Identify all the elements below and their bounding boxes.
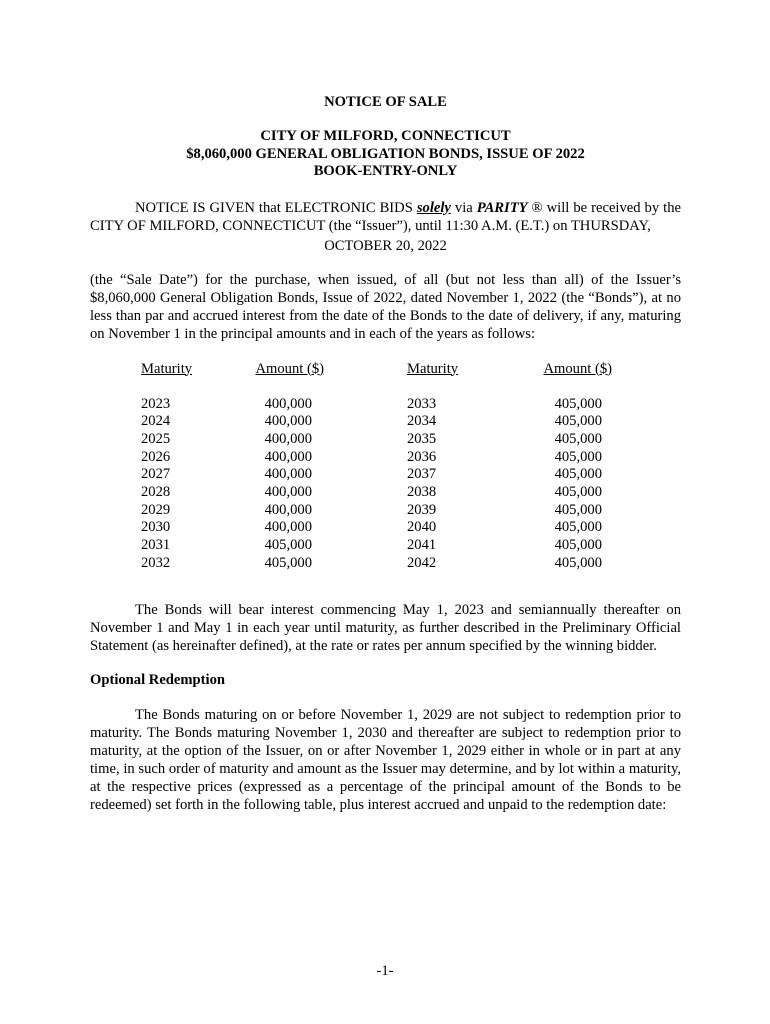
maturity-amount-cell: 400,000 xyxy=(264,501,312,518)
maturity-amount-cell: 400,000 xyxy=(264,395,312,412)
maturity-amount-cell: 400,000 xyxy=(264,430,312,447)
document-title: NOTICE OF SALE xyxy=(324,94,447,110)
maturity-amount-cell: 400,000 xyxy=(264,484,312,501)
maturity-amount-cell: 400,000 xyxy=(264,466,312,483)
maturity-amount-cell: 400,000 xyxy=(264,413,312,430)
maturity-column-left xyxy=(141,360,196,573)
maturity-amount-cell: 405,000 xyxy=(554,430,602,447)
maturity-year-cell: 2036 xyxy=(407,448,437,465)
maturity-year-cell: 2034 xyxy=(407,413,437,430)
maturity-year-cell: 2039 xyxy=(407,501,437,518)
maturity-header-right: Maturity xyxy=(407,360,459,377)
maturity-year-cell: 2023 xyxy=(141,395,171,412)
purpose-paragraph: (the “Sale Date”) for the purchase, when issued, of all (but not less than all) of the Issuer’s $8,060,000 General Obligation Bonds, Issue of 2022, dated November 1, 2022 (the “Bonds”), at no less than par and accrued interest from the date of the Bonds to the date of delivery, if any, maturing on November 1 in the principal amounts and in each of the years as follows: xyxy=(90,271,681,342)
maturity-year-cell: 2030 xyxy=(141,519,171,536)
intro-part-2: via xyxy=(450,199,477,216)
maturity-year-cell: 2041 xyxy=(407,537,437,554)
maturity-year-cell: 2032 xyxy=(141,554,171,571)
intro-solely: solely xyxy=(416,199,451,216)
maturity-year-cell: 2025 xyxy=(141,430,171,447)
maturity-year-cell: 2038 xyxy=(407,484,437,501)
maturity-amount-cell: 405,000 xyxy=(554,554,602,571)
intro-part-1: NOTICE IS GIVEN that ELECTRONIC BIDS xyxy=(135,199,417,216)
maturity-year-cell: 2031 xyxy=(141,537,171,554)
maturity-amount-cell: 405,000 xyxy=(554,519,602,536)
amount-header-left: Amount ($) xyxy=(255,360,324,377)
amount-column-right xyxy=(538,360,612,573)
interest-paragraph: The Bonds will bear interest commencing May 1, 2023 and semiannually thereafter on November 1 and May 1 in each year until maturity, as further described in the Preliminary Official Statement (as hereinafter defined), at the rate or rates per annum specified by the winning bidder. xyxy=(90,601,681,654)
amount-column-left xyxy=(250,360,324,573)
intro-paragraph xyxy=(90,199,681,235)
maturity-amount-cell: 400,000 xyxy=(264,519,312,536)
maturity-year-cell: 2042 xyxy=(407,554,437,571)
intro-part-3: ® will be received by the CITY OF MILFORD, CONNECTICUT (the “Issuer”), until 11:30 A.M. (E.T.) on THURSDAY, xyxy=(90,199,681,234)
maturity-year-cell: 2035 xyxy=(407,430,437,447)
intro-parity: PARITY xyxy=(476,199,528,216)
maturity-amount-cell: 405,000 xyxy=(264,554,312,571)
maturity-amount-cell: 405,000 xyxy=(554,413,602,430)
maturity-amount-cell: 405,000 xyxy=(554,484,602,501)
maturity-amount-cell: 405,000 xyxy=(554,466,602,483)
maturity-year-cell: 2024 xyxy=(141,413,171,430)
maturity-year-cell: 2026 xyxy=(141,448,171,465)
maturity-year-cell: 2027 xyxy=(141,466,171,483)
maturity-amount-cell: 405,000 xyxy=(554,537,602,554)
maturity-column-right xyxy=(407,360,462,573)
issuer-heading-line-1: CITY OF MILFORD, CONNECTICUT xyxy=(260,128,511,144)
issuer-heading xyxy=(90,128,681,181)
maturity-year-cell: 2028 xyxy=(141,484,171,501)
optional-redemption-heading: Optional Redemption xyxy=(90,671,226,688)
page-number: -1- xyxy=(376,963,394,979)
maturity-amount-cell: 405,000 xyxy=(554,448,602,465)
optional-redemption-paragraph: The Bonds maturing on or before November 1, 2029 are not subject to redemption prior to maturity. The Bonds maturing November 1, 2030 and thereafter are subject to redemption prior to maturity, at the option of the Issuer, on or after November 1, 2029 either in whole or in part at any time, in such order of maturity and amount as the Issuer may determine, and by lot within a maturity, at the respective prices (expressed as a percentage of the principal amount of the Bonds to be redeemed) set forth in the following table, plus interest accrued and unpaid to the redemption date: xyxy=(90,706,681,813)
maturity-year-cell: 2040 xyxy=(407,519,437,536)
maturity-amount-cell: 405,000 xyxy=(264,537,312,554)
maturity-year-cell: 2037 xyxy=(407,466,437,483)
maturity-year-cell: 2033 xyxy=(407,395,437,412)
maturity-amount-cell: 405,000 xyxy=(554,395,602,412)
issuer-heading-line-2: $8,060,000 GENERAL OBLIGATION BONDS, ISSUE OF 2022 xyxy=(186,145,585,162)
maturity-year-cell: 2029 xyxy=(141,501,171,518)
maturity-amount-cell: 400,000 xyxy=(264,448,312,465)
amount-header-right: Amount ($) xyxy=(543,360,612,377)
maturity-table xyxy=(90,360,681,585)
document-page xyxy=(90,93,681,814)
maturity-amount-cell: 405,000 xyxy=(554,501,602,518)
issuer-heading-line-3: BOOK-ENTRY-ONLY xyxy=(313,163,458,179)
sale-date: OCTOBER 20, 2022 xyxy=(324,237,447,254)
maturity-header-left: Maturity xyxy=(141,360,193,377)
